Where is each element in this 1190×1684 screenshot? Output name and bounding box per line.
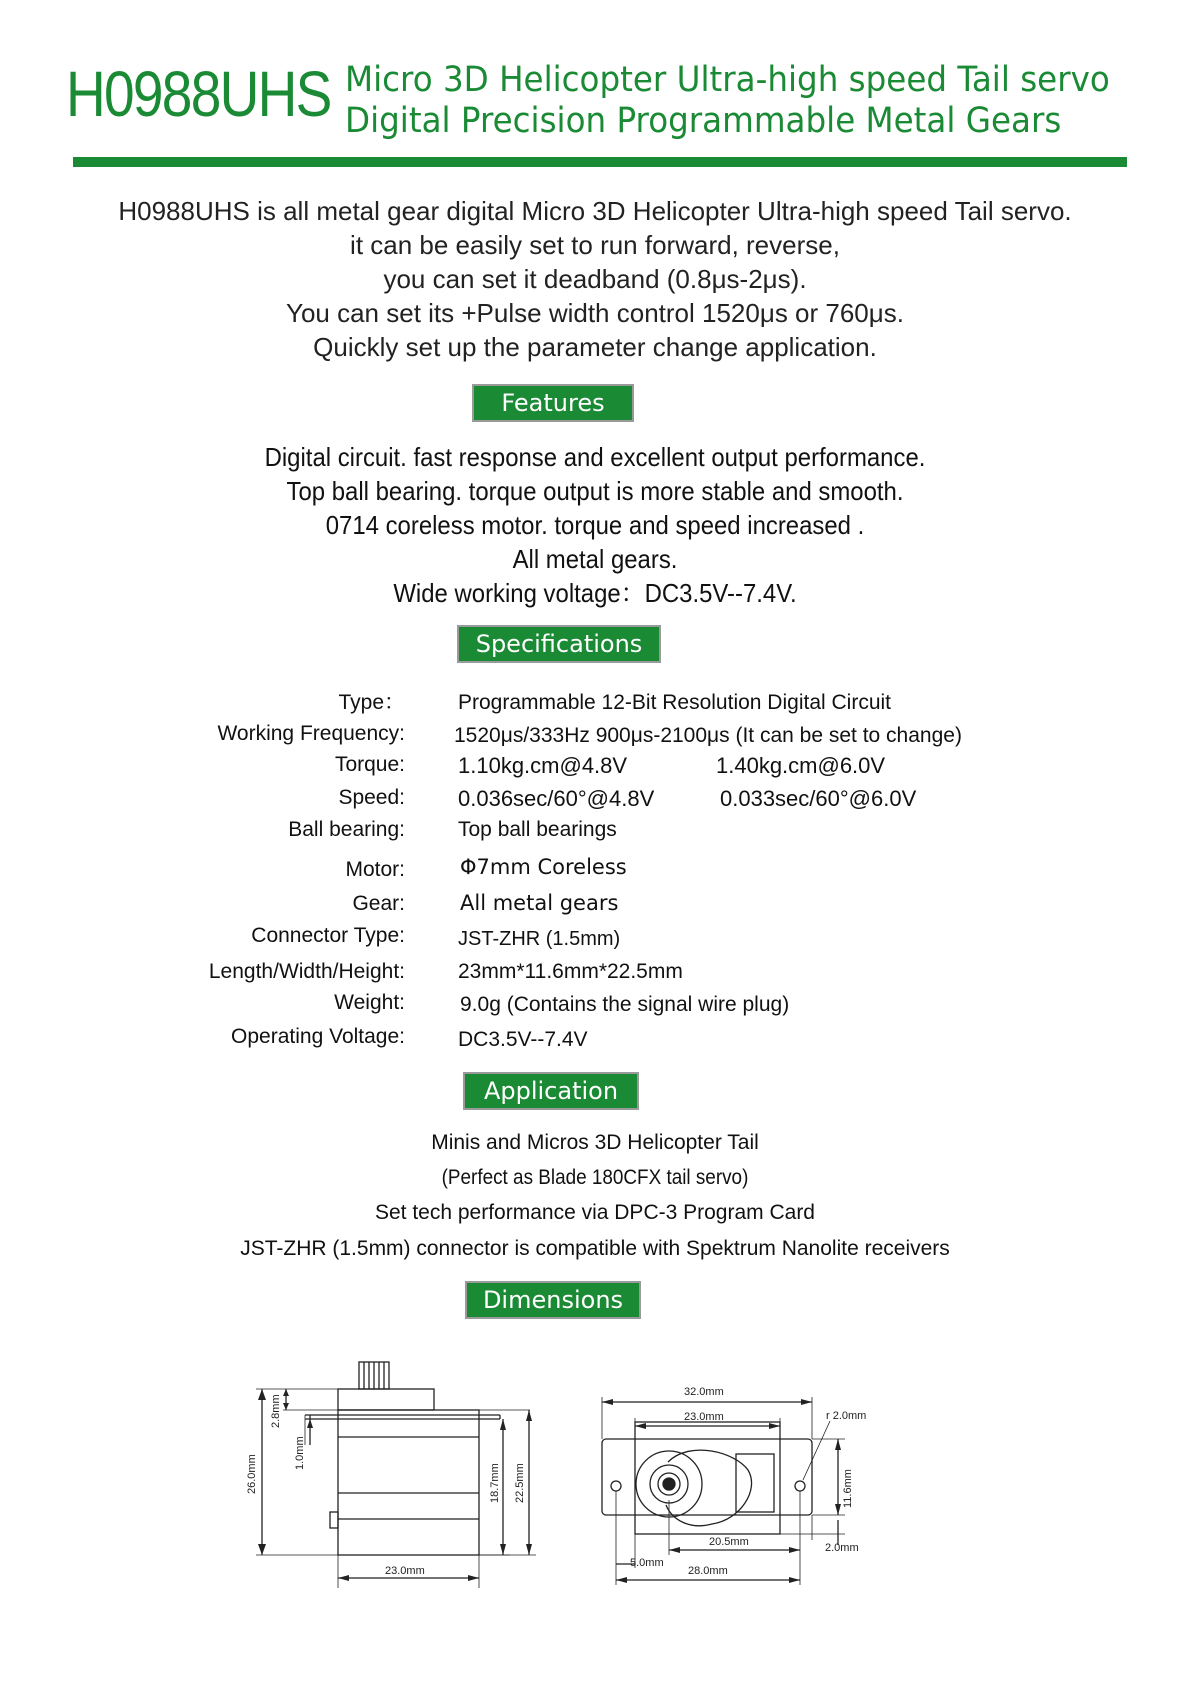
spec-label: Ball bearing: — [288, 818, 405, 841]
dim-label-32-0: 32.0mm — [684, 1386, 724, 1398]
top-view — [602, 1397, 845, 1585]
spec-label: Gear: — [352, 892, 405, 915]
intro-line: it can be easily set to run forward, reverse, — [350, 230, 840, 260]
header-divider — [73, 157, 1127, 167]
dim-label-22-5: 22.5mm — [514, 1463, 526, 1503]
application-item: JST-ZHR (1.5mm) connector is compatible with Spektrum Nanolite receivers — [240, 1237, 950, 1260]
features-heading: Features — [472, 384, 634, 422]
spec-value: JST-ZHR (1.5mm) — [458, 928, 621, 950]
spec-value: 23mm*11.6mm*22.5mm — [458, 960, 683, 983]
dim-label-5-0: 5.0mm — [630, 1557, 664, 1569]
feature-item: All metal gears. — [512, 544, 678, 574]
application-heading: Application — [463, 1072, 639, 1110]
spec-label: Type： — [338, 691, 405, 714]
spec-label: Working Frequency: — [217, 722, 405, 745]
spec-value: 0.036sec/60°@4.8V — [458, 786, 655, 811]
dim-label-18-7: 18.7mm — [489, 1463, 501, 1503]
feature-item: Digital circuit. fast response and excellent output performance. — [264, 442, 926, 472]
dim-label-11-6: 11.6mm — [842, 1469, 854, 1508]
dim-label-20-5: 20.5mm — [709, 1536, 749, 1548]
intro-line: Quickly set up the parameter change application. — [313, 332, 877, 362]
spec-value-secondary: 0.033sec/60°@6.0V — [720, 786, 917, 811]
spec-value: DC3.5V--7.4V — [458, 1028, 588, 1051]
spec-value-secondary: 1.40kg.cm@6.0V — [716, 753, 886, 778]
spec-value: All metal gears — [460, 891, 619, 915]
dim-label-28-0: 28.0mm — [688, 1565, 728, 1577]
feature-item: 0714 coreless motor. torque and speed increased . — [325, 510, 865, 540]
dim-label-26-0: 26.0mm — [246, 1454, 258, 1494]
subtitle-line-1: Micro 3D Helicopter Ultra-high speed Tail servo — [345, 60, 1110, 100]
spec-label: Weight: — [334, 991, 405, 1014]
spec-label: Length/Width/Height: — [208, 960, 405, 983]
intro-line: you can set it deadband (0.8μs-2μs). — [383, 264, 807, 294]
model-name: H0988UHS — [66, 58, 331, 130]
spec-label: Motor: — [345, 858, 405, 881]
spec-label: Torque: — [334, 753, 405, 776]
spec-label: Connector Type: — [251, 924, 405, 947]
spec-value: 1.10kg.cm@4.8V — [458, 753, 628, 778]
dim-label-2-0: 2.0mm — [825, 1542, 859, 1554]
dim-label-2-8: 2.8mm — [270, 1394, 282, 1428]
subtitle-line-2: Digital Precision Programmable Metal Gears — [345, 101, 1062, 141]
spec-value: Top ball bearings — [458, 818, 617, 841]
spec-label: Speed: — [338, 786, 405, 809]
application-item: Minis and Micros 3D Helicopter Tail — [431, 1131, 759, 1154]
specifications-heading: Specifications — [457, 625, 661, 663]
spec-label: Operating Voltage: — [231, 1025, 405, 1048]
application-item: Set tech performance via DPC-3 Program Card — [374, 1201, 815, 1224]
intro-line: H0988UHS is all metal gear digital Micro 3D Helicopter Ultra-high speed Tail servo. — [118, 196, 1072, 226]
dim-label-r2-0: r 2.0mm — [826, 1410, 867, 1422]
dim-label-23-0-side: 23.0mm — [385, 1565, 425, 1577]
spec-value: Programmable 12-Bit Resolution Digital Circuit — [458, 691, 892, 714]
application-item: (Perfect as Blade 180CFX tail servo) — [441, 1166, 749, 1189]
spec-value: Φ7mm Coreless — [460, 855, 627, 879]
spec-value: 9.0g (Contains the signal wire plug) — [460, 993, 790, 1016]
feature-item: Wide working voltage：DC3.5V--7.4V. — [393, 578, 797, 608]
dim-label-23-0-top: 23.0mm — [684, 1411, 724, 1423]
intro-line: You can set its +Pulse width control 1520μs or 760μs. — [286, 298, 904, 328]
feature-item: Top ball bearing. torque output is more stable and smooth. — [286, 476, 904, 506]
spec-value: 1520μs/333Hz 900μs-2100μs (It can be set to change) — [454, 724, 962, 747]
side-view — [256, 1362, 536, 1588]
dim-label-1-0: 1.0mm — [294, 1436, 306, 1470]
dimensions-heading: Dimensions — [465, 1281, 641, 1319]
